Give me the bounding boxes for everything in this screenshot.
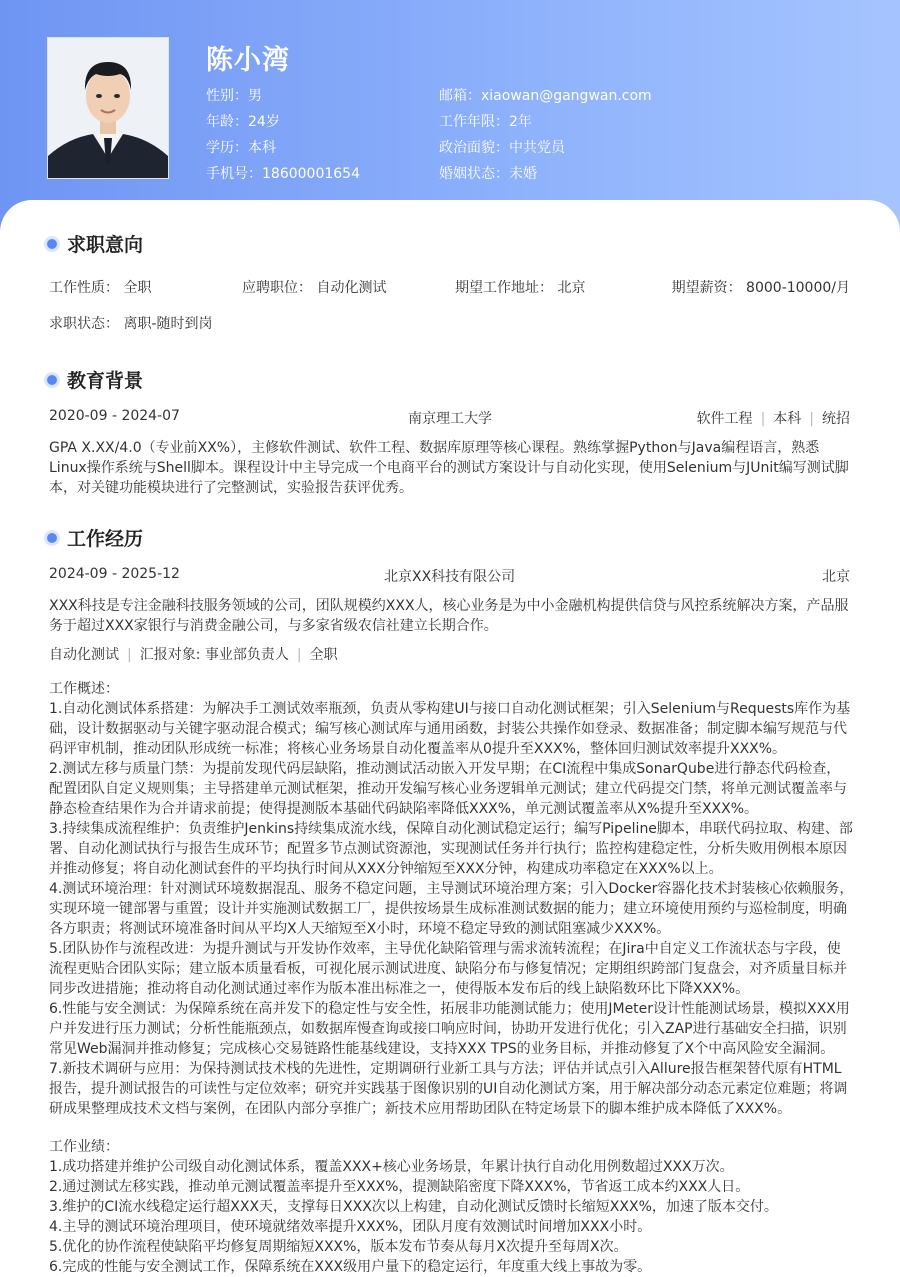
work-results <box>49 1137 854 1277</box>
section-work-title: 工作经历 <box>47 524 143 551</box>
overview-label: 工作概述： <box>49 681 119 697</box>
divider: | <box>809 411 814 427</box>
education-type: 统招 <box>822 411 850 427</box>
education-degree: 本科 <box>773 411 802 427</box>
intent-salary: 期望薪资： 8000-10000/月 <box>671 280 850 296</box>
education-major: 软件工程 <box>696 411 753 427</box>
overview-item: 5.团队协作与流程改进：为提升测试与开发协作效率，主导优化缺陷管理与需求流转流程；在Jira中自定义工作流状态与字段，使流程更贴合团队实际；建立版本质量看板，可视化展示测试进度、缺陷分布与修复情况；定期组织跨部门复盘会，对齐质量目标并同步改进措施；推动将自动化测试通过率作为版本准出标准之一，使得版本发布后的线上缺陷数环比下降XXX%。 <box>49 941 847 997</box>
education-period: 2020-09 - 2024-07 <box>49 408 180 424</box>
result-item: 3.维护的CI流水线稳定运行超XXX天，支撑每日XXX次以上构建，自动化测试反馈时长缩短XXX%，加速了版本交付。 <box>49 1199 778 1215</box>
result-item: 4.主导的测试环境治理项目，使环境就绪效率提升XXX%，团队月度有效测试时间增加XXX小时。 <box>49 1219 652 1235</box>
candidate-name: 陈小湾 <box>206 45 290 76</box>
divider: | <box>296 647 302 663</box>
results-label: 工作业绩： <box>49 1139 119 1155</box>
overview-item: 1.自动化测试体系搭建：为解决手工测试效率瓶颈，负责从零构建UI与接口自动化测试框架；引入Selenium与Requests库作为基础，设计数据驱动与关键字驱动混合模式；编写核心测试库与通用函数，封装公共操作如登录、数据准备；制定脚本编写规范与代码评审机制，推动团队形成统一标准；将核心业务场景自动化覆盖率从0提升至XXX%，整体回归测试效率提升XXX%。 <box>49 701 851 757</box>
work-employment: 全职 <box>309 647 338 663</box>
intent-position: 应聘职位： 自动化测试 <box>242 280 387 296</box>
company-description: XXX科技是专注金融科技服务领域的公司，团队规模约XXX人，核心业务是为中小金融机构提供信贷与风控系统解决方案，产品服务于超过XXX家银行与消费金融公司，与多家省级农信社建立长期合作。 <box>49 598 849 634</box>
marital-field: 婚姻状态：未婚 <box>439 166 537 182</box>
age-field: 年龄：24岁 <box>206 114 280 130</box>
result-item: 5.优化的协作流程使缺陷平均修复周期缩短XXX%，版本发布节奏从每月X次提升至每周X次。 <box>49 1239 628 1255</box>
divider: | <box>760 411 766 427</box>
work-period: 2024-09 - 2025-12 <box>49 566 180 582</box>
work-overview <box>49 679 854 1119</box>
education-description: GPA X.XX/4.0（专业前XX%），主修软件测试、软件工程、数据库原理等核心课程。熟练掌握Python与Java编程语言，熟悉Linux操作系统与Shell脚本。课程设计中主导完成一个电商平台的测试方案设计与自动化实现，使用Selenium与JUnit编写测试脚本，对关键功能模块进行了完整测试，实验报告获评优秀。 <box>49 440 849 496</box>
overview-item: 7.新技术调研与应用：为保持测试技术栈的先进性，定期调研行业新工具与方法；评估并试点引入Allure报告框架替代原有HTML报告，提升测试报告的可读性与定位效率；研究并实践基于图像识别的UI自动化测试方案，用于解决部分动态元素定位难题；将调研成果整理成技术文档与案例，在团队内部分享推广；新技术应用帮助团队在特定场景下的脚本维护成本降低了XXX%。 <box>49 1061 848 1117</box>
bullet-dot-icon <box>47 239 57 249</box>
work-city: 北京 <box>822 569 850 585</box>
phone-field: 手机号：18600001654 <box>206 166 360 182</box>
result-item: 2.通过测试左移实践，推动单元测试覆盖率提升至XXX%，提测缺陷密度下降XXX%，节省返工成本约XXX人日。 <box>49 1179 750 1195</box>
education-school: 南京理工大学 <box>408 411 492 427</box>
section-education-title: 教育背景 <box>47 366 143 393</box>
bullet-dot-icon <box>47 533 57 543</box>
overview-item: 6.性能与安全测试：为保障系统在高并发下的稳定性与安全性，拓展非功能测试能力；使用JMeter设计性能测试场景，模拟XXX用户并发进行压力测试；分析性能瓶颈点，如数据库慢查询或接口响应时间，协助开发进行优化；引入ZAP进行基础安全扫描，识别常见Web漏洞并推动修复；完成核心交易链路性能基线建设，支持XXX TPS的业务目标，并推动修复了X个中高风险安全漏洞。 <box>49 1001 850 1057</box>
intent-location: 期望工作地址： 北京 <box>455 280 586 296</box>
result-item: 6.完成的性能与安全测试工作，保障系统在XXX级用户量下的稳定运行，年度重大线上事故为零。 <box>49 1259 652 1275</box>
divider: | <box>127 647 132 663</box>
profile-photo <box>47 37 169 179</box>
overview-item: 2.测试左移与质量门禁：为提前发现代码层缺陷，推动测试活动嵌入开发早期；在CI流程中集成SonarQube进行静态代码检查，配置团队自定义规则集；主导搭建单元测试框架，推动开发编写核心业务逻辑单元测试；建立代码提交门禁，将单元测试覆盖率与静态检查结果作为合并请求前提；使得提测版本基础代码缺陷率降低XXX%，单元测试覆盖率从X%提升至XXX%。 <box>49 761 847 817</box>
work-role: 自动化测试 <box>49 647 119 663</box>
work-company: 北京XX科技有限公司 <box>384 569 516 585</box>
politics-field: 政治面貌：中共党员 <box>439 140 565 156</box>
work-tags <box>49 644 338 664</box>
work-report-to: 汇报对象: 事业部负责人 <box>139 647 289 663</box>
result-item: 1.成功搭建并维护公司级自动化测试体系，覆盖XXX+核心业务场景，年累计执行自动化用例数超过XXX万次。 <box>49 1159 734 1175</box>
overview-item: 3.持续集成流程维护：负责维护Jenkins持续集成流水线，保障自动化测试稳定运行；编写Pipeline脚本，串联代码拉取、构建、部署、自动化测试执行与报告生成环节；配置多节点测试资源池，实现测试任务并行执行；监控构建稳定性，分析失败用例根本原因并推动修复；将自动化测试套件的平均执行时间从XXX分钟缩短至XXX分钟，构建成功率稳定在XXX%以上。 <box>49 821 853 877</box>
intent-job-type: 工作性质： 全职 <box>49 280 152 296</box>
section-intent-title: 求职意向 <box>47 230 143 257</box>
gender-field: 性别：男 <box>206 88 262 104</box>
avatar-image <box>48 38 168 178</box>
overview-item: 4.测试环境治理：针对测试环境数据混乱、服务不稳定问题，主导测试环境治理方案；引入Docker容器化技术封装核心依赖服务，实现环境一键部署与重置；设计并实施测试数据工厂，提供按场景生成标准测试数据的能力；建立环境使用预约与巡检制度，明确各方职责；将测试环境准备时间从平均X人天缩短至X小时，环境不稳定导致的测试阻塞减少XXX%。 <box>49 881 854 937</box>
work-years-field: 工作年限：2年 <box>439 114 532 130</box>
email-field[interactable]: 邮箱：xiaowan@gangwan.com <box>439 88 652 104</box>
intent-status: 求职状态： 离职-随时到岗 <box>49 316 213 332</box>
bullet-dot-icon <box>47 375 57 385</box>
education-field: 学历：本科 <box>206 140 276 156</box>
education-tags <box>697 408 850 428</box>
